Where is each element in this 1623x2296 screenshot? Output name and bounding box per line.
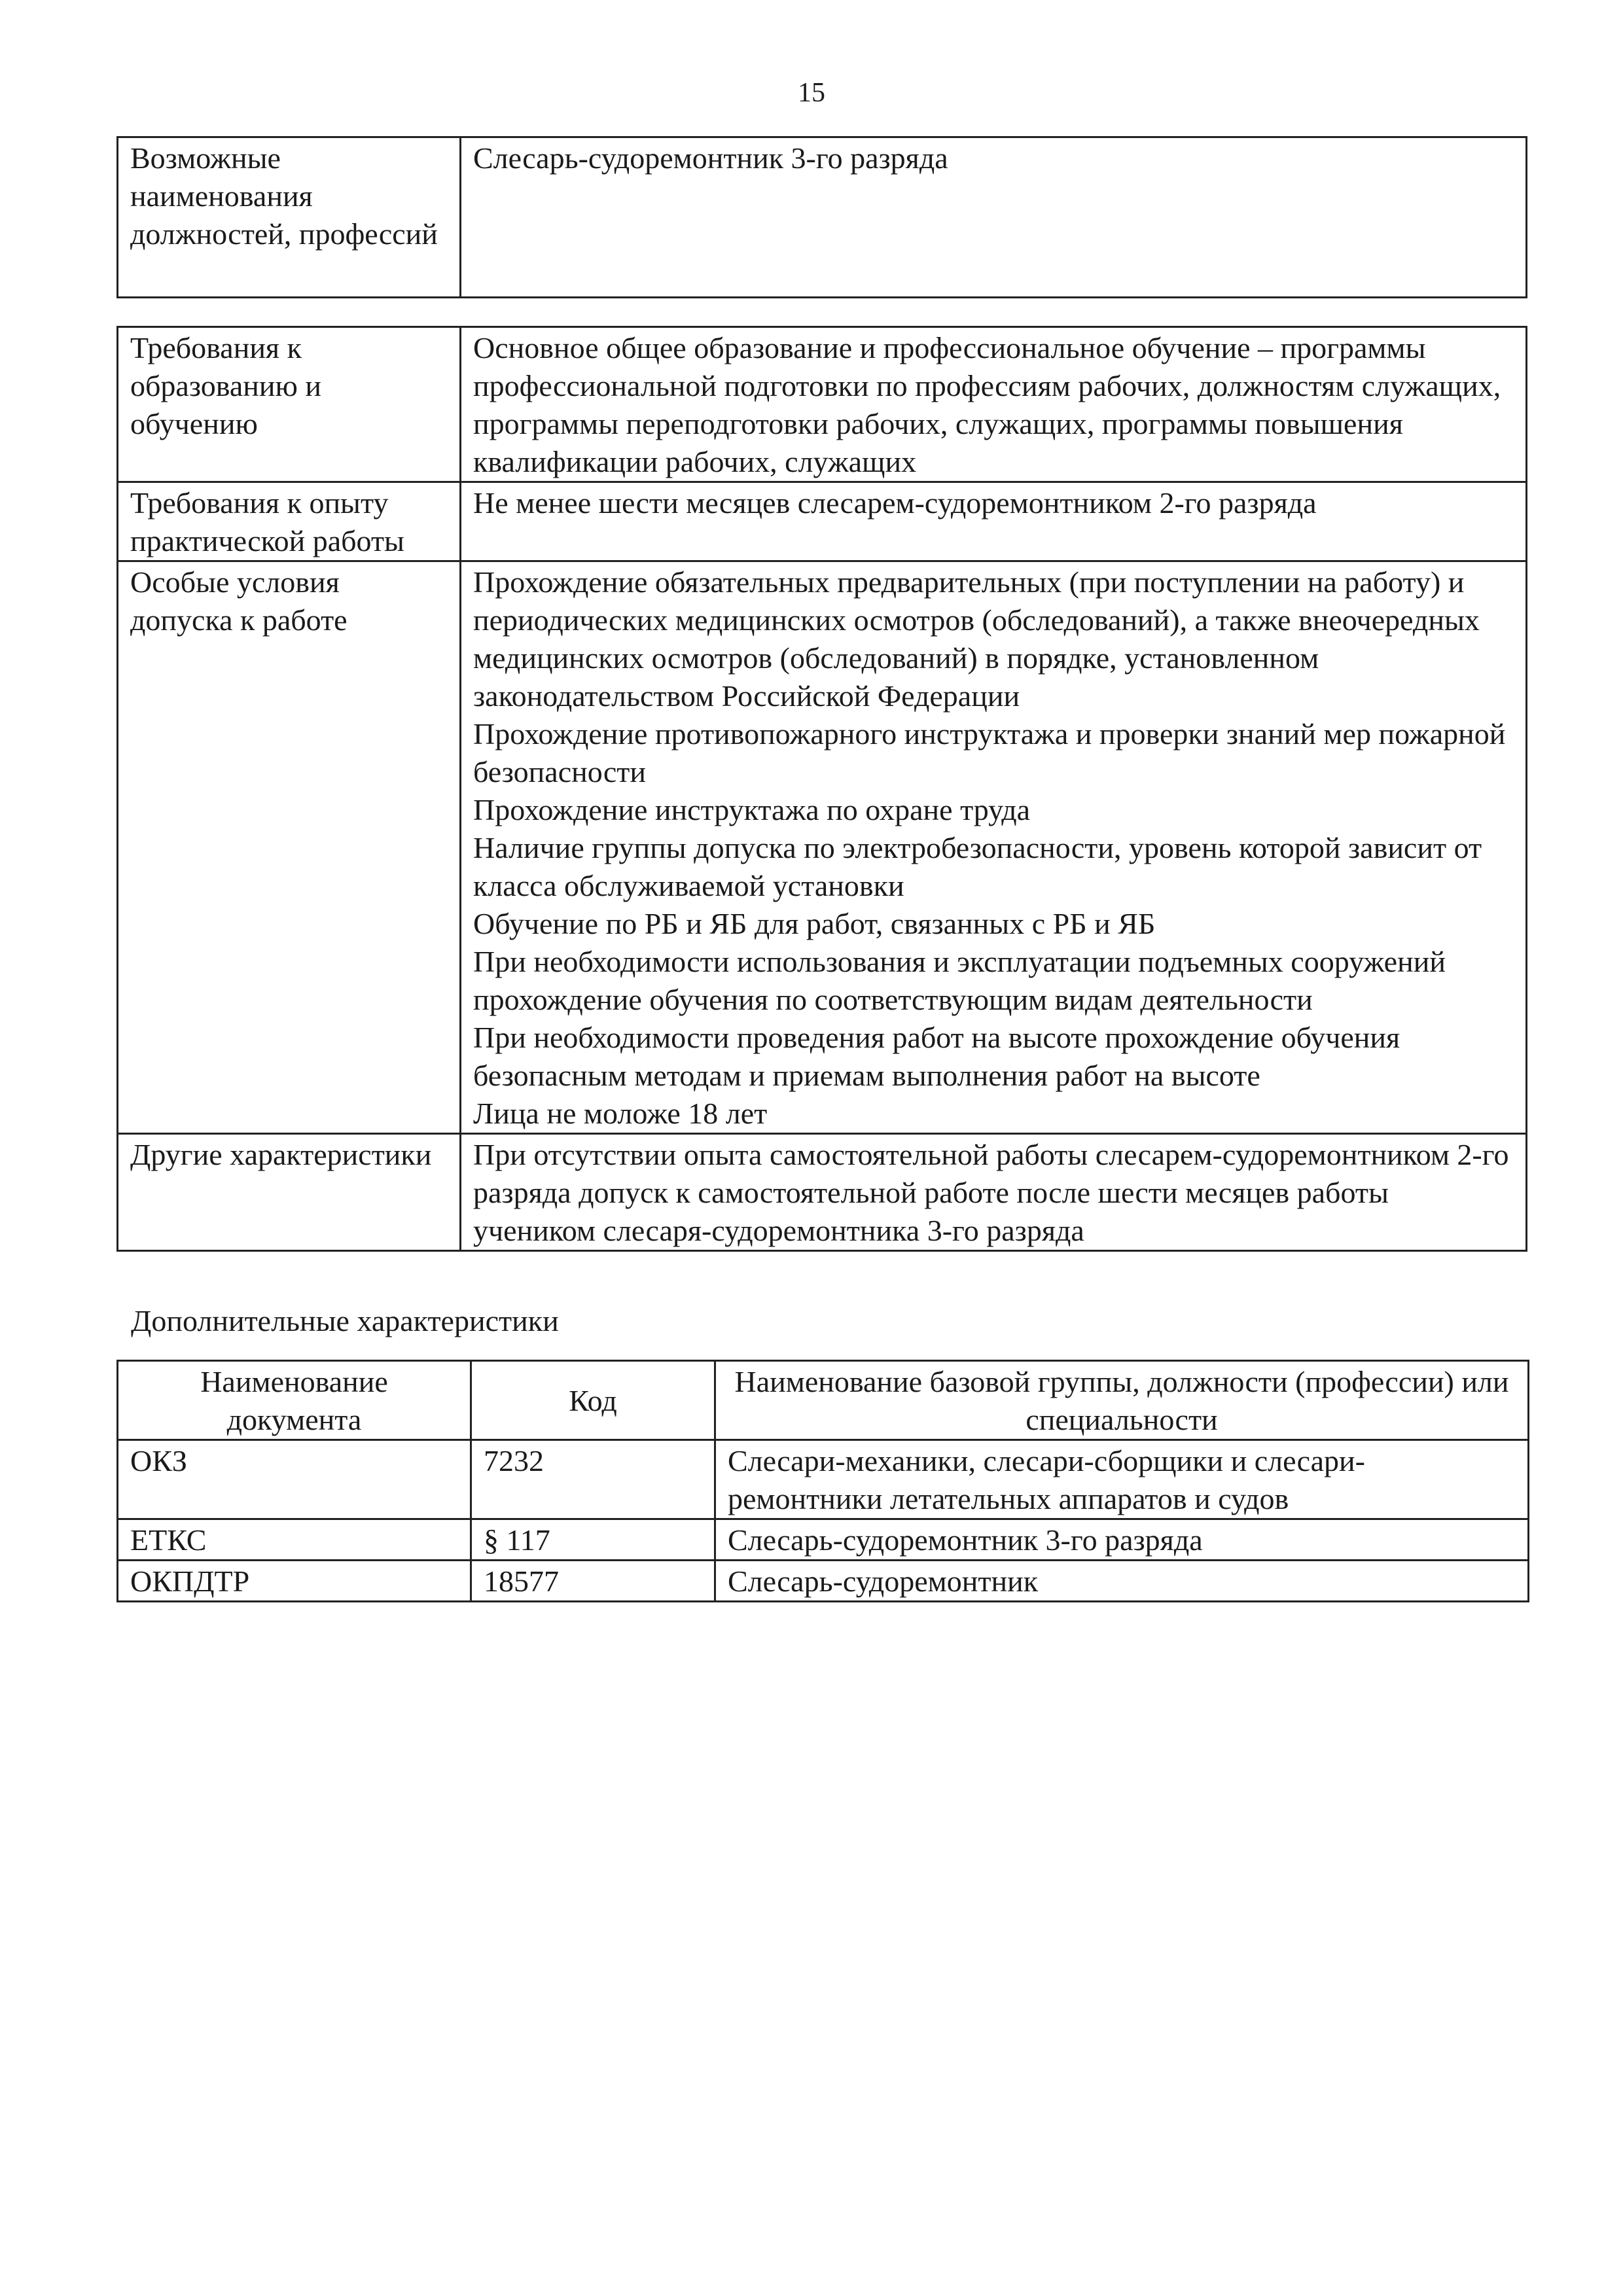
other-label: Другие характеристики <box>118 1134 461 1251</box>
education-line: Основное общее образование и профессиональное обучение – программы профессиональной подготовки по профессиям рабочих, должностям служащих, программы переподготовки рабочих, служащих, программы повышения квалификации рабочих, служащих <box>473 331 1501 478</box>
admission-line-age: Лица не моложе 18 лет <box>473 1097 768 1130</box>
education-label: Требования к образованию и обучению <box>118 327 461 482</box>
other-row <box>118 1134 1527 1251</box>
other-value <box>461 1134 1527 1251</box>
admission-line-medical: Прохождение обязательных предварительных (при поступлении на работу) и периодических медицинских осмотров (обследований), а также внеочередных медицинских осмотров (обследований) в порядке, установленном законодательством Российской Федерации <box>473 565 1480 713</box>
experience-value <box>461 482 1527 561</box>
row-okz-document: ОКЗ <box>118 1440 471 1519</box>
row-okz-code: 7232 <box>471 1440 715 1519</box>
experience-line: Не менее шести месяцев слесарем-судоремонтником 2-го разряда <box>473 486 1317 520</box>
positions-value: Слесарь-судоремонтник 3-го разряда <box>461 137 1527 298</box>
experience-row <box>118 482 1527 561</box>
table-row <box>118 1519 1529 1561</box>
row-okpdtr-group: Слесарь-судоремонтник <box>715 1561 1529 1602</box>
table-row <box>118 1440 1529 1519</box>
positions-table <box>116 136 1527 298</box>
row-okz-group: Слесари-механики, слесари-сборщики и слесари-ремонтники летательных аппаратов и судов <box>715 1440 1529 1519</box>
admission-label: Особые условия допуска к работе <box>118 561 461 1134</box>
admission-line-electrical: Наличие группы допуска по электробезопасности, уровень которой зависит от класса обслуживаемой установки <box>473 831 1482 902</box>
row-etks-code: § 117 <box>471 1519 715 1561</box>
education-row <box>118 327 1527 482</box>
table-row <box>118 1561 1529 1602</box>
experience-label: Требования к опыту практической работы <box>118 482 461 561</box>
admission-row <box>118 561 1527 1134</box>
row-etks-group: Слесарь-судоремонтник 3-го разряда <box>715 1519 1529 1561</box>
additional-title: Дополнительные характеристики <box>131 1304 559 1337</box>
other-line: При отсутствии опыта самостоятельной работы слесарем-судоремонтником 2-го разряда допуск к самостоятельной работе после шести месяцев работы учеником слесаря-судоремонтника 3-го разряда <box>473 1138 1509 1247</box>
row-etks-document: ЕТКС <box>118 1519 471 1561</box>
positions-row <box>118 137 1527 298</box>
admission-line-lifting: При необходимости использования и эксплуатации подъемных сооружений прохождение обучения по соответствующим видам деятельности <box>473 945 1446 1016</box>
page-number: 15 <box>798 78 825 108</box>
header-code: Код <box>471 1361 715 1440</box>
positions-label: Возможные наименования должностей, профессий <box>118 137 461 298</box>
admission-line-fire-safety: Прохождение противопожарного инструктажа и проверки знаний мер пожарной безопасности <box>473 717 1506 788</box>
additional-header-row <box>118 1361 1529 1440</box>
admission-line-labor-safety: Прохождение инструктажа по охране труда <box>473 793 1031 826</box>
header-document: Наименование документа <box>118 1361 471 1440</box>
admission-line-radiation: Обучение по РБ и ЯБ для работ, связанных с РБ и ЯБ <box>473 907 1156 940</box>
education-value <box>461 327 1527 482</box>
requirements-table <box>116 326 1527 1252</box>
admission-value <box>461 561 1527 1134</box>
header-group: Наименование базовой группы, должности (профессии) или специальности <box>715 1361 1529 1440</box>
admission-line-height: При необходимости проведения работ на высоте прохождение обучения безопасным методам и приемам выполнения работ на высоте <box>473 1021 1400 1092</box>
row-okpdtr-code: 18577 <box>471 1561 715 1602</box>
row-okpdtr-document: ОКПДТР <box>118 1561 471 1602</box>
additional-table <box>116 1360 1529 1602</box>
